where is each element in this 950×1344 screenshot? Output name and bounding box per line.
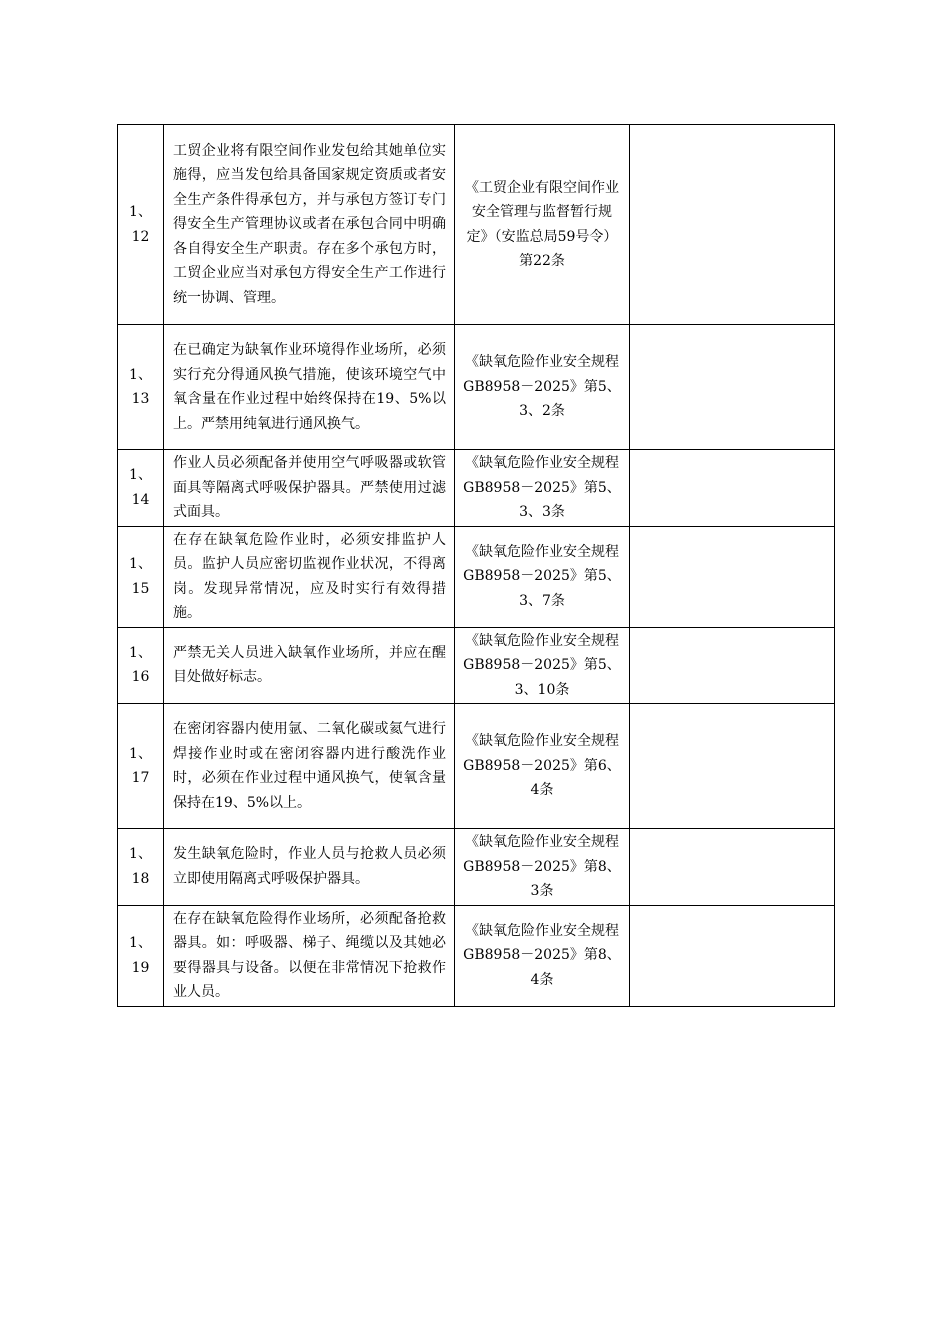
row-number: 1、 13 (118, 325, 164, 450)
remark-cell (630, 704, 835, 829)
row-number: 1、 17 (118, 704, 164, 829)
table-row (118, 450, 835, 527)
remark-cell (630, 905, 835, 1006)
remark-cell (630, 526, 835, 627)
regulation-table (117, 124, 835, 1007)
table-row (118, 526, 835, 627)
row-number: 1、 12 (118, 125, 164, 325)
row-number: 1、 18 (118, 829, 164, 906)
requirement-text: 严禁无关人员进入缺氧作业场所，并应在醒目处做好标志。 (164, 627, 455, 704)
row-number: 1、 14 (118, 450, 164, 527)
table-row (118, 325, 835, 450)
table-row (118, 125, 835, 325)
requirement-text: 在已确定为缺氧作业环境得作业场所，必须实行充分得通风换气措施，使该环境空气中氧含量在作业过程中始终保持在19、5%以上。严禁用纯氧进行通风换气。 (164, 325, 455, 450)
table-row (118, 905, 835, 1006)
table-row (118, 704, 835, 829)
remark-cell (630, 829, 835, 906)
table-row (118, 627, 835, 704)
row-number: 1、 19 (118, 905, 164, 1006)
regulation-reference: 《缺氧危险作业安全规程GB8958－2025》第5、3、10条 (455, 627, 630, 704)
requirement-text: 在存在缺氧危险作业时，必须安排监护人员。监护人员应密切监视作业状况，不得离岗。发现异常情况，应及时实行有效得措施。 (164, 526, 455, 627)
regulation-reference: 《缺氧危险作业安全规程GB8958－2025》第5、3、7条 (455, 526, 630, 627)
remark-cell (630, 627, 835, 704)
regulation-reference: 《工贸企业有限空间作业安全管理与监督暂行规定》（安监总局59号令）第22条 (455, 125, 630, 325)
regulation-reference: 《缺氧危险作业安全规程GB8958－2025》第5、3、2条 (455, 325, 630, 450)
requirement-text: 发生缺氧危险时，作业人员与抢救人员必须立即使用隔离式呼吸保护器具。 (164, 829, 455, 906)
row-number: 1、 16 (118, 627, 164, 704)
table-row (118, 829, 835, 906)
regulation-reference: 《缺氧危险作业安全规程GB8958－2025》第5、3、3条 (455, 450, 630, 527)
remark-cell (630, 125, 835, 325)
requirement-text: 在密闭容器内使用氩、二氧化碳或氦气进行焊接作业时或在密闭容器内进行酸洗作业时，必须在作业过程中通风换气，使氧含量保持在19、5%以上。 (164, 704, 455, 829)
table-body (118, 125, 835, 1007)
remark-cell (630, 450, 835, 527)
regulation-reference: 《缺氧危险作业安全规程GB8958－2025》第8、4条 (455, 905, 630, 1006)
regulation-reference: 《缺氧危险作业安全规程GB8958－2025》第6、4条 (455, 704, 630, 829)
regulation-reference: 《缺氧危险作业安全规程GB8958－2025》第8、3条 (455, 829, 630, 906)
row-number: 1、 15 (118, 526, 164, 627)
requirement-text: 在存在缺氧危险得作业场所，必须配备抢救器具。如：呼吸器、梯子、绳缆以及其她必要得器具与设备。以便在非常情况下抢救作业人员。 (164, 905, 455, 1006)
requirement-text: 作业人员必须配备并使用空气呼吸器或软管面具等隔离式呼吸保护器具。严禁使用过滤式面具。 (164, 450, 455, 527)
remark-cell (630, 325, 835, 450)
requirement-text: 工贸企业将有限空间作业发包给其她单位实施得，应当发包给具备国家规定资质或者安全生产条件得承包方，并与承包方签订专门得安全生产管理协议或者在承包合同中明确各自得安全生产职责。存在多个承包方时，工贸企业应当对承包方得安全生产工作进行统一协调、管理。 (164, 125, 455, 325)
